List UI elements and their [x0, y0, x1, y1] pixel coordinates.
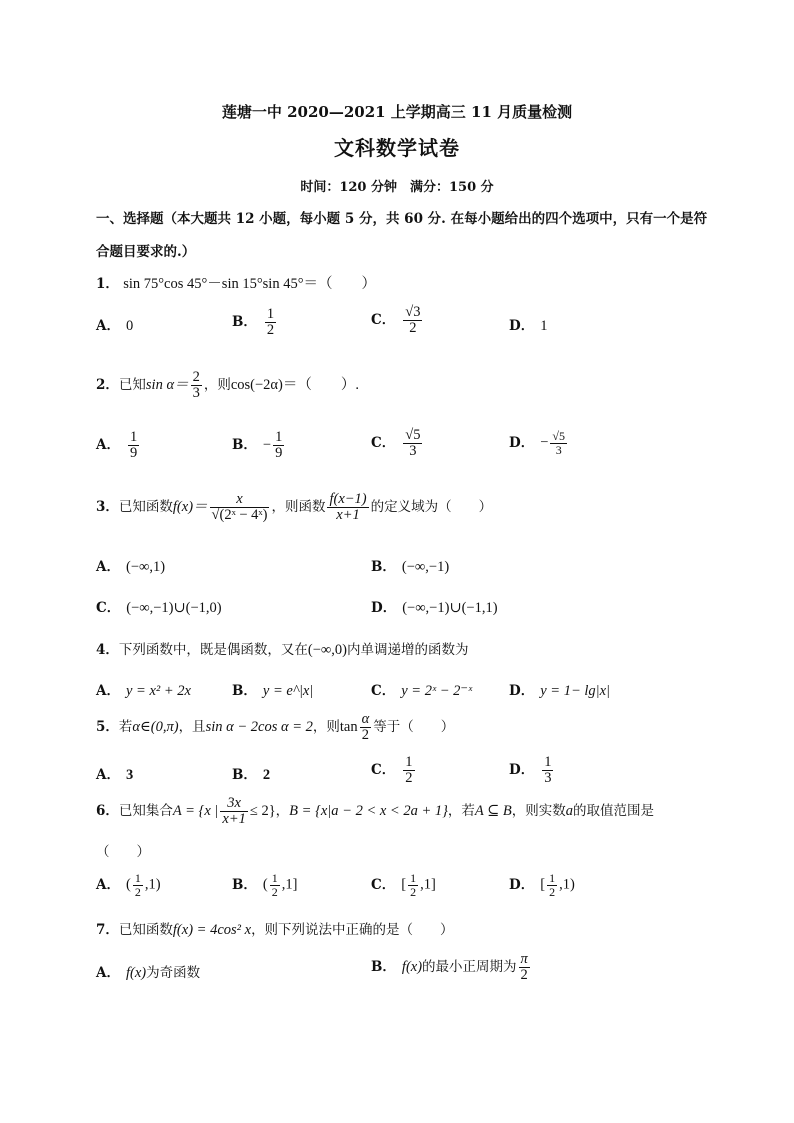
question-4: 4．下列函数中，既是偶函数，又在(−∞,0)内单调递增的函数为 [96, 642, 469, 658]
q4-option-b: B． y = e^|x| [232, 683, 314, 699]
q1-option-a: A． 0 [96, 318, 134, 334]
q7-option-b: B． f(x)的最小正周期为 $\frac{\pi}{2}$ [371, 951, 528, 984]
q2-option-b: B． − $\frac{1}{9}$ [232, 429, 283, 462]
question-2: 2．已知sin α＝ $\frac{2}{3}$ ，则cos(−2α)＝（ ）. [96, 369, 359, 402]
q3-option-d: D． (−∞,−1)∪(−1,1) [371, 600, 498, 616]
q4-option-c: C． y = 2ˣ − 2⁻ˣ [371, 683, 473, 699]
q6-option-d: D． [ $\frac{1}{2}$ ,1) [509, 871, 575, 899]
paper-title: 文科数学试卷 [334, 136, 460, 160]
q5-option-d: D． $\frac{1}{3}$ [509, 754, 552, 787]
q3-option-a: A． (−∞,1) [96, 559, 166, 575]
question-stem: sin 75°cos 45°－sin 15°sin 45°＝（ ） [123, 276, 376, 292]
q6-option-c: C． [ $\frac{1}{2}$ ,1] [371, 871, 436, 899]
q3-option-b: B． (−∞,−1) [371, 559, 450, 575]
question-number: 1． [96, 276, 119, 292]
q5-option-b: B． 2 [232, 767, 271, 783]
q7-option-a: A． f(x)为奇函数 [96, 965, 201, 981]
q1-option-b: B． $\frac{1}{2}$ [232, 306, 275, 339]
q1-option-c: C． $\frac{√3}{2}$ [371, 304, 421, 337]
q4-option-d: D． y = 1− lg|x| [509, 683, 611, 699]
q4-option-a: A． y = x² + 2x [96, 683, 191, 699]
section-heading-line1: 一、选择题（本大题共 12 小题，每小题 5 分，共 60 分. 在每小题给出的四个选项中，只有一个是符 [96, 211, 708, 227]
time-score-line: 时间：120 分钟 满分：150 分 [300, 180, 494, 195]
q2-option-d: D． − $\frac{√5}{3}$ [509, 429, 565, 457]
q2-option-a: A． $\frac{1}{9}$ [96, 429, 138, 462]
q5-option-c: C． $\frac{1}{2}$ [371, 754, 413, 787]
school-line: 莲塘一中 2020—2021 上学期高三 11 月质量检测 [221, 103, 573, 121]
question-6-paren: （ ） [96, 844, 150, 860]
section-heading-line2: 合题目要求的.） [96, 244, 196, 260]
question-7: 7．已知函数f(x) = 4cos² x，则下列说法中正确的是（ ） [96, 922, 454, 938]
question-1 [96, 272, 376, 293]
question-6: 6．已知集合A = {x | $\frac{3x}{x+1}$ ≤ 2}，B = {x|a − 2 < x < 2a + 1}，若A ⊆ B，则实数a的取值范围是 [96, 795, 655, 828]
q6-option-b: B． ( $\frac{1}{2}$ ,1] [232, 871, 298, 899]
q5-option-a: A． 3 [96, 767, 134, 783]
q1-option-d: D． 1 [509, 318, 548, 334]
q3-option-c: C． (−∞,−1)∪(−1,0) [96, 600, 222, 616]
question-3: 3．已知函数f(x)＝ $\frac{x}{\text{√(2ˣ − 4ˣ)}}$ ，则函数 $\frac{f(x-1)}{x+1}$ 的定义域为（ ） [96, 491, 493, 524]
question-5: 5．若α∈(0,π)，且sin α − 2cos α = 2，则tan $\frac{\alpha}{2}$ 等于（ ） [96, 711, 455, 744]
q6-option-a: A． ( $\frac{1}{2}$ ,1) [96, 871, 161, 899]
q2-option-c: C． $\frac{√5}{3}$ [371, 427, 421, 460]
